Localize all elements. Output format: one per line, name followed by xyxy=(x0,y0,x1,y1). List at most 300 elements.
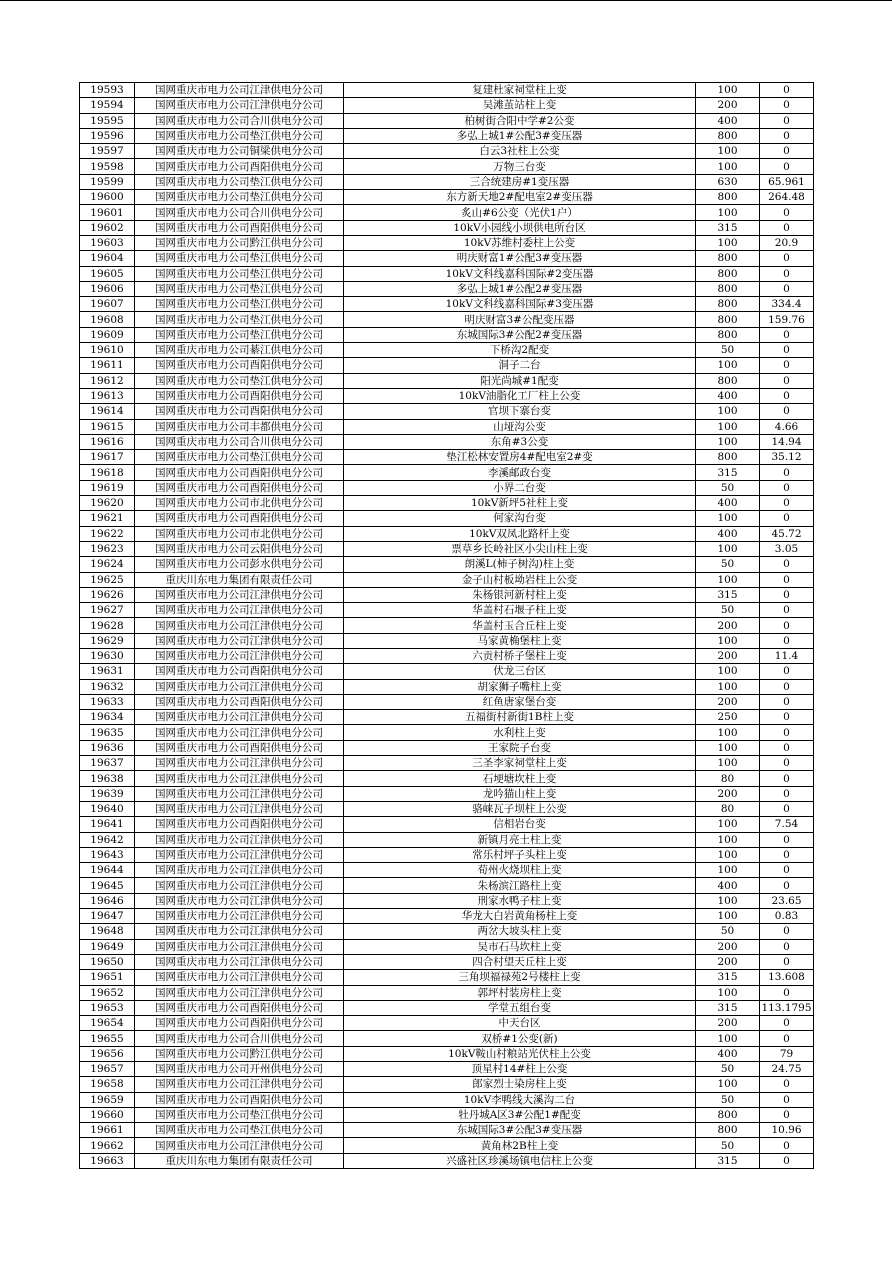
capacity-cell: 400 xyxy=(696,113,760,128)
capacity-cell: 50 xyxy=(696,343,760,358)
capacity-cell: 100 xyxy=(696,511,760,526)
station-name-cell: 10kV新坪5社柱上变 xyxy=(344,496,696,511)
company-cell: 国网重庆市电力公司江津供电分公司 xyxy=(135,756,344,771)
value-cell: 0 xyxy=(760,939,814,954)
company-cell: 国网重庆市电力公司江津供电分公司 xyxy=(135,710,344,725)
station-name-cell: 红鱼唐家堡台变 xyxy=(344,694,696,709)
value-cell: 0 xyxy=(760,1092,814,1107)
capacity-cell: 315 xyxy=(696,970,760,985)
station-name-cell: 多弘上城1#公配3#变压器 xyxy=(344,128,696,143)
value-cell: 13.608 xyxy=(760,970,814,985)
company-cell: 国网重庆市电力公司酉阳供电分公司 xyxy=(135,511,344,526)
table-row xyxy=(80,909,814,924)
capacity-cell: 400 xyxy=(696,1046,760,1061)
row-id-cell: 19605 xyxy=(80,266,135,281)
value-cell: 0 xyxy=(760,404,814,419)
row-id-cell: 19619 xyxy=(80,480,135,495)
company-cell: 国网重庆市电力公司酉阳供电分公司 xyxy=(135,1092,344,1107)
capacity-cell: 315 xyxy=(696,465,760,480)
company-cell: 国网重庆市电力公司江津供电分公司 xyxy=(135,909,344,924)
row-id-cell: 19658 xyxy=(80,1077,135,1092)
value-cell: 0 xyxy=(760,480,814,495)
value-cell: 0 xyxy=(760,511,814,526)
row-id-cell: 19602 xyxy=(80,220,135,235)
table-row xyxy=(80,648,814,663)
station-name-cell: 黄角林2B柱上变 xyxy=(344,1138,696,1153)
station-name-cell: 荀州火烧坝柱上变 xyxy=(344,863,696,878)
table-row xyxy=(80,1138,814,1153)
row-id-cell: 19657 xyxy=(80,1062,135,1077)
value-cell: 0 xyxy=(760,786,814,801)
row-id-cell: 19642 xyxy=(80,832,135,847)
value-cell: 0.83 xyxy=(760,909,814,924)
station-name-cell: 刑家水鸭子柱上变 xyxy=(344,893,696,908)
table-row xyxy=(80,847,814,862)
station-name-cell: 10kV小园线小坝供电所台区 xyxy=(344,220,696,235)
table-row xyxy=(80,190,814,205)
station-name-cell: 六贡村桥子堡柱上变 xyxy=(344,648,696,663)
row-id-cell: 19635 xyxy=(80,725,135,740)
value-cell: 11.4 xyxy=(760,648,814,663)
table-row xyxy=(80,388,814,403)
table-row xyxy=(80,128,814,143)
row-id-cell: 19593 xyxy=(80,83,135,98)
station-name-cell: 10kV苏维村委柱上公变 xyxy=(344,235,696,250)
table-row xyxy=(80,832,814,847)
row-id-cell: 19654 xyxy=(80,1016,135,1031)
row-id-cell: 19662 xyxy=(80,1138,135,1153)
station-name-cell: 华龙大白岩黄角杨柱上变 xyxy=(344,909,696,924)
capacity-cell: 400 xyxy=(696,388,760,403)
row-id-cell: 19649 xyxy=(80,939,135,954)
row-id-cell: 19621 xyxy=(80,511,135,526)
row-id-cell: 19633 xyxy=(80,694,135,709)
station-name-cell: 小界二台变 xyxy=(344,480,696,495)
station-name-cell: 朗溪L(柿子树沟)柱上变 xyxy=(344,557,696,572)
capacity-cell: 100 xyxy=(696,847,760,862)
station-name-cell: 炙山#6公变（光伏1户） xyxy=(344,205,696,220)
value-cell: 0 xyxy=(760,83,814,98)
capacity-cell: 100 xyxy=(696,434,760,449)
company-cell: 国网重庆市电力公司丰都供电分公司 xyxy=(135,419,344,434)
table-row xyxy=(80,954,814,969)
station-name-cell: 中天台区 xyxy=(344,1016,696,1031)
value-cell: 35.12 xyxy=(760,450,814,465)
row-id-cell: 19629 xyxy=(80,633,135,648)
value-cell: 4.66 xyxy=(760,419,814,434)
station-name-cell: 常乐村坪子头柱上变 xyxy=(344,847,696,862)
station-name-cell: 10kV文科线嘉科国际#2变压器 xyxy=(344,266,696,281)
row-id-cell: 19650 xyxy=(80,954,135,969)
table-row xyxy=(80,251,814,266)
station-name-cell: 东方新天地2#配电室2#变压器 xyxy=(344,190,696,205)
table-row xyxy=(80,1123,814,1138)
station-name-cell: 白云3社柱上公变 xyxy=(344,144,696,159)
row-id-cell: 19626 xyxy=(80,587,135,602)
row-id-cell: 19652 xyxy=(80,985,135,1000)
value-cell: 79 xyxy=(760,1046,814,1061)
station-name-cell: 何家沟台变 xyxy=(344,511,696,526)
table-row xyxy=(80,113,814,128)
company-cell: 国网重庆市电力公司江津供电分公司 xyxy=(135,98,344,113)
station-name-cell: 吴市石马坎柱上变 xyxy=(344,939,696,954)
company-cell: 国网重庆市电力公司铜梁供电分公司 xyxy=(135,144,344,159)
capacity-cell: 400 xyxy=(696,878,760,893)
capacity-cell: 200 xyxy=(696,939,760,954)
page-top-rule xyxy=(0,0,892,1)
capacity-cell: 100 xyxy=(696,817,760,832)
station-name-cell: 五福街村新街1B柱上变 xyxy=(344,710,696,725)
table-row xyxy=(80,1092,814,1107)
row-id-cell: 19625 xyxy=(80,572,135,587)
value-cell: 0 xyxy=(760,572,814,587)
company-cell: 国网重庆市电力公司垫江供电分公司 xyxy=(135,450,344,465)
table-row xyxy=(80,480,814,495)
company-cell: 国网重庆市电力公司垫江供电分公司 xyxy=(135,1107,344,1122)
capacity-cell: 100 xyxy=(696,863,760,878)
row-id-cell: 19601 xyxy=(80,205,135,220)
capacity-cell: 315 xyxy=(696,587,760,602)
station-name-cell: 新镇月亮土柱上变 xyxy=(344,832,696,847)
value-cell: 334.4 xyxy=(760,297,814,312)
row-id-cell: 19622 xyxy=(80,526,135,541)
company-cell: 国网重庆市电力公司酉阳供电分公司 xyxy=(135,388,344,403)
company-cell: 国网重庆市电力公司江津供电分公司 xyxy=(135,878,344,893)
station-name-cell: 东角#3公变 xyxy=(344,434,696,449)
station-name-cell: 李溪邮政台变 xyxy=(344,465,696,480)
capacity-cell: 100 xyxy=(696,985,760,1000)
row-id-cell: 19617 xyxy=(80,450,135,465)
station-name-cell: 10kV李鸭线大溪沟二台 xyxy=(344,1092,696,1107)
table-body xyxy=(80,83,814,1169)
capacity-cell: 800 xyxy=(696,190,760,205)
company-cell: 国网重庆市电力公司垫江供电分公司 xyxy=(135,251,344,266)
capacity-cell: 100 xyxy=(696,893,760,908)
value-cell: 0 xyxy=(760,878,814,893)
value-cell: 10.96 xyxy=(760,1123,814,1138)
company-cell: 国网重庆市电力公司江津供电分公司 xyxy=(135,863,344,878)
company-cell: 重庆川东电力集团有限责任公司 xyxy=(135,572,344,587)
station-name-cell: 吴滩茧站柱上变 xyxy=(344,98,696,113)
table-row xyxy=(80,1046,814,1061)
station-name-cell: 金子山村板坳岩柱上公变 xyxy=(344,572,696,587)
row-id-cell: 19636 xyxy=(80,740,135,755)
row-id-cell: 19616 xyxy=(80,434,135,449)
capacity-cell: 250 xyxy=(696,710,760,725)
value-cell: 0 xyxy=(760,327,814,342)
capacity-cell: 800 xyxy=(696,373,760,388)
capacity-cell: 100 xyxy=(696,205,760,220)
row-id-cell: 19659 xyxy=(80,1092,135,1107)
company-cell: 国网重庆市电力公司江津供电分公司 xyxy=(135,587,344,602)
capacity-cell: 50 xyxy=(696,1138,760,1153)
row-id-cell: 19607 xyxy=(80,297,135,312)
capacity-cell: 315 xyxy=(696,1153,760,1168)
value-cell: 0 xyxy=(760,1107,814,1122)
row-id-cell: 19651 xyxy=(80,970,135,985)
station-name-cell: 三圣李家祠堂柱上变 xyxy=(344,756,696,771)
value-cell: 7.54 xyxy=(760,817,814,832)
capacity-cell: 800 xyxy=(696,327,760,342)
row-id-cell: 19645 xyxy=(80,878,135,893)
row-id-cell: 19631 xyxy=(80,664,135,679)
value-cell: 0 xyxy=(760,863,814,878)
capacity-cell: 400 xyxy=(696,496,760,511)
company-cell: 重庆川东电力集团有限责任公司 xyxy=(135,1153,344,1168)
value-cell: 0 xyxy=(760,847,814,862)
row-id-cell: 19655 xyxy=(80,1031,135,1046)
row-id-cell: 19597 xyxy=(80,144,135,159)
company-cell: 国网重庆市电力公司酉阳供电分公司 xyxy=(135,1016,344,1031)
table-row xyxy=(80,756,814,771)
capacity-cell: 100 xyxy=(696,633,760,648)
value-cell: 0 xyxy=(760,144,814,159)
table-row xyxy=(80,694,814,709)
table-row xyxy=(80,893,814,908)
capacity-cell: 200 xyxy=(696,786,760,801)
company-cell: 国网重庆市电力公司酉阳供电分公司 xyxy=(135,740,344,755)
station-name-cell: 万物三台变 xyxy=(344,159,696,174)
capacity-cell: 200 xyxy=(696,618,760,633)
capacity-cell: 100 xyxy=(696,83,760,98)
station-name-cell: 信相岩台变 xyxy=(344,817,696,832)
capacity-cell: 800 xyxy=(696,128,760,143)
capacity-cell: 200 xyxy=(696,694,760,709)
table-row xyxy=(80,98,814,113)
value-cell: 0 xyxy=(760,954,814,969)
company-cell: 国网重庆市电力公司开州供电分公司 xyxy=(135,1062,344,1077)
table-row xyxy=(80,434,814,449)
table-row xyxy=(80,878,814,893)
table-row xyxy=(80,725,814,740)
table-row xyxy=(80,83,814,98)
company-cell: 国网重庆市电力公司江津供电分公司 xyxy=(135,725,344,740)
capacity-cell: 800 xyxy=(696,312,760,327)
table-row xyxy=(80,863,814,878)
station-name-cell: 10kV双凤北路杆上变 xyxy=(344,526,696,541)
value-cell: 0 xyxy=(760,801,814,816)
company-cell: 国网重庆市电力公司江津供电分公司 xyxy=(135,985,344,1000)
station-name-cell: 四合村望天丘柱上变 xyxy=(344,954,696,969)
table-row xyxy=(80,618,814,633)
row-id-cell: 19628 xyxy=(80,618,135,633)
row-id-cell: 19620 xyxy=(80,496,135,511)
value-cell: 24.75 xyxy=(760,1062,814,1077)
station-name-cell: 两岔大坡头柱上变 xyxy=(344,924,696,939)
station-name-cell: 10kV文科线嘉科国际#3变压器 xyxy=(344,297,696,312)
capacity-cell: 50 xyxy=(696,924,760,939)
table-row xyxy=(80,312,814,327)
row-id-cell: 19634 xyxy=(80,710,135,725)
value-cell: 0 xyxy=(760,1077,814,1092)
row-id-cell: 19627 xyxy=(80,603,135,618)
table-row xyxy=(80,266,814,281)
station-name-cell: 学堂五组台变 xyxy=(344,1000,696,1015)
station-name-cell: 复建杜家祠堂柱上变 xyxy=(344,83,696,98)
company-cell: 国网重庆市电力公司江津供电分公司 xyxy=(135,771,344,786)
station-name-cell: 石埂塘坎柱上变 xyxy=(344,771,696,786)
row-id-cell: 19610 xyxy=(80,343,135,358)
station-name-cell: 龙吟猫山柱上变 xyxy=(344,786,696,801)
capacity-cell: 800 xyxy=(696,450,760,465)
company-cell: 国网重庆市电力公司垫江供电分公司 xyxy=(135,373,344,388)
table-row xyxy=(80,801,814,816)
capacity-cell: 800 xyxy=(696,266,760,281)
value-cell: 0 xyxy=(760,771,814,786)
capacity-cell: 100 xyxy=(696,740,760,755)
row-id-cell: 19615 xyxy=(80,419,135,434)
company-cell: 国网重庆市电力公司垫江供电分公司 xyxy=(135,128,344,143)
row-id-cell: 19603 xyxy=(80,235,135,250)
value-cell: 0 xyxy=(760,98,814,113)
value-cell: 113.1795 xyxy=(761,1001,812,1014)
station-name-cell: 华盖村玉合丘柱上变 xyxy=(344,618,696,633)
row-id-cell: 19600 xyxy=(80,190,135,205)
station-name-cell: 10kV油脂化工厂柱上公变 xyxy=(344,388,696,403)
value-cell: 0 xyxy=(760,756,814,771)
row-id-cell: 19614 xyxy=(80,404,135,419)
table-row xyxy=(80,1107,814,1122)
station-name-cell: 顶星村14#柱上公变 xyxy=(344,1062,696,1077)
value-cell: 0 xyxy=(760,924,814,939)
company-cell: 国网重庆市电力公司彭水供电分公司 xyxy=(135,557,344,572)
company-cell: 国网重庆市电力公司酉阳供电分公司 xyxy=(135,664,344,679)
value-cell: 20.9 xyxy=(760,235,814,250)
company-cell: 国网重庆市电力公司江津供电分公司 xyxy=(135,970,344,985)
row-id-cell: 19598 xyxy=(80,159,135,174)
station-name-cell: 阳光尚城#1配变 xyxy=(344,373,696,388)
capacity-cell: 100 xyxy=(696,664,760,679)
capacity-cell: 100 xyxy=(696,419,760,434)
capacity-cell: 800 xyxy=(696,1107,760,1122)
capacity-cell: 100 xyxy=(696,725,760,740)
value-cell: 0 xyxy=(760,1138,814,1153)
station-name-cell: 伏龙三台区 xyxy=(344,664,696,679)
company-cell: 国网重庆市电力公司江津供电分公司 xyxy=(135,1077,344,1092)
row-id-cell: 19595 xyxy=(80,113,135,128)
station-name-cell: 官坝下寨台变 xyxy=(344,404,696,419)
station-name-cell: 兴盛社区珍溪场镇电信柱上公变 xyxy=(344,1153,696,1168)
capacity-cell: 50 xyxy=(696,1092,760,1107)
capacity-cell: 400 xyxy=(696,526,760,541)
station-name-cell: 郎家烈士染房柱上变 xyxy=(344,1077,696,1092)
table-row xyxy=(80,664,814,679)
table-row xyxy=(80,205,814,220)
company-cell: 国网重庆市电力公司酉阳供电分公司 xyxy=(135,465,344,480)
station-name-cell: 三合统建房#1变压器 xyxy=(344,174,696,189)
table-row xyxy=(80,572,814,587)
station-name-cell: 王家院子台变 xyxy=(344,740,696,755)
row-id-cell: 19661 xyxy=(80,1123,135,1138)
company-cell: 国网重庆市电力公司合川供电分公司 xyxy=(135,1031,344,1046)
capacity-cell: 100 xyxy=(696,1031,760,1046)
table-row xyxy=(80,679,814,694)
company-cell: 国网重庆市电力公司酉阳供电分公司 xyxy=(135,159,344,174)
station-name-cell: 马家黄桷堡柱上变 xyxy=(344,633,696,648)
value-cell: 0 xyxy=(760,266,814,281)
value-cell: 264.48 xyxy=(760,190,814,205)
station-name-cell: 柏树街合阳中学#2公变 xyxy=(344,113,696,128)
station-name-cell: 朱杨滨江路柱上变 xyxy=(344,878,696,893)
capacity-cell: 50 xyxy=(696,1062,760,1077)
capacity-cell: 100 xyxy=(696,1077,760,1092)
value-cell: 0 xyxy=(760,618,814,633)
table-row xyxy=(80,710,814,725)
company-cell: 国网重庆市电力公司垫江供电分公司 xyxy=(135,297,344,312)
capacity-cell: 800 xyxy=(696,1123,760,1138)
table-row xyxy=(80,603,814,618)
company-cell: 国网重庆市电力公司江津供电分公司 xyxy=(135,893,344,908)
value-cell: 0 xyxy=(760,633,814,648)
capacity-cell: 200 xyxy=(696,1016,760,1031)
station-name-cell: 下桥沟2配变 xyxy=(344,343,696,358)
capacity-cell: 80 xyxy=(696,771,760,786)
table-row xyxy=(80,281,814,296)
row-id-cell: 19646 xyxy=(80,893,135,908)
table-row xyxy=(80,1153,814,1168)
table-row xyxy=(80,144,814,159)
row-id-cell: 19594 xyxy=(80,98,135,113)
table-row xyxy=(80,985,814,1000)
station-name-cell: 东城国际3#公配3#变压器 xyxy=(344,1123,696,1138)
capacity-cell: 315 xyxy=(696,220,760,235)
table-row xyxy=(80,740,814,755)
capacity-cell: 800 xyxy=(696,251,760,266)
company-cell: 国网重庆市电力公司江津供电分公司 xyxy=(135,679,344,694)
capacity-cell: 200 xyxy=(696,98,760,113)
value-cell: 0 xyxy=(760,557,814,572)
value-cell: 0 xyxy=(760,664,814,679)
value-cell: 0 xyxy=(760,725,814,740)
row-id-cell: 19641 xyxy=(80,817,135,832)
capacity-cell: 50 xyxy=(696,557,760,572)
station-name-cell: 三角坝福禄苑2号楼柱上变 xyxy=(344,970,696,985)
table-row xyxy=(80,358,814,373)
capacity-cell: 800 xyxy=(696,297,760,312)
value-cell: 159.76 xyxy=(760,312,814,327)
company-cell: 国网重庆市电力公司合川供电分公司 xyxy=(135,205,344,220)
company-cell: 国网重庆市电力公司江津供电分公司 xyxy=(135,832,344,847)
row-id-cell: 19632 xyxy=(80,679,135,694)
table-row xyxy=(80,1031,814,1046)
station-name-cell: 骆崃瓦子坝柱上公变 xyxy=(344,801,696,816)
row-id-cell: 19606 xyxy=(80,281,135,296)
transformer-data-table xyxy=(79,82,814,1169)
value-cell: 0 xyxy=(760,1031,814,1046)
row-id-cell: 19660 xyxy=(80,1107,135,1122)
row-id-cell: 19653 xyxy=(80,1000,135,1015)
capacity-cell: 100 xyxy=(696,404,760,419)
company-cell: 国网重庆市电力公司酉阳供电分公司 xyxy=(135,358,344,373)
company-cell: 国网重庆市电力公司垫江供电分公司 xyxy=(135,312,344,327)
row-id-cell: 19647 xyxy=(80,909,135,924)
capacity-cell: 100 xyxy=(696,235,760,250)
value-cell: 0 xyxy=(760,496,814,511)
station-name-cell: 华盖村石堰子柱上变 xyxy=(344,603,696,618)
value-cell: 0 xyxy=(760,740,814,755)
value-cell: 65.961 xyxy=(760,174,814,189)
value-cell: 0 xyxy=(760,388,814,403)
row-id-cell: 19640 xyxy=(80,801,135,816)
table-row xyxy=(80,404,814,419)
value-cell: 0 xyxy=(760,465,814,480)
company-cell: 国网重庆市电力公司江津供电分公司 xyxy=(135,954,344,969)
value-cell: 23.65 xyxy=(760,893,814,908)
row-id-cell: 19624 xyxy=(80,557,135,572)
station-name-cell: 东城国际3#公配2#变压器 xyxy=(344,327,696,342)
station-name-cell: 胡家狮子嘴柱上变 xyxy=(344,679,696,694)
company-cell: 国网重庆市电力公司酉阳供电分公司 xyxy=(135,404,344,419)
